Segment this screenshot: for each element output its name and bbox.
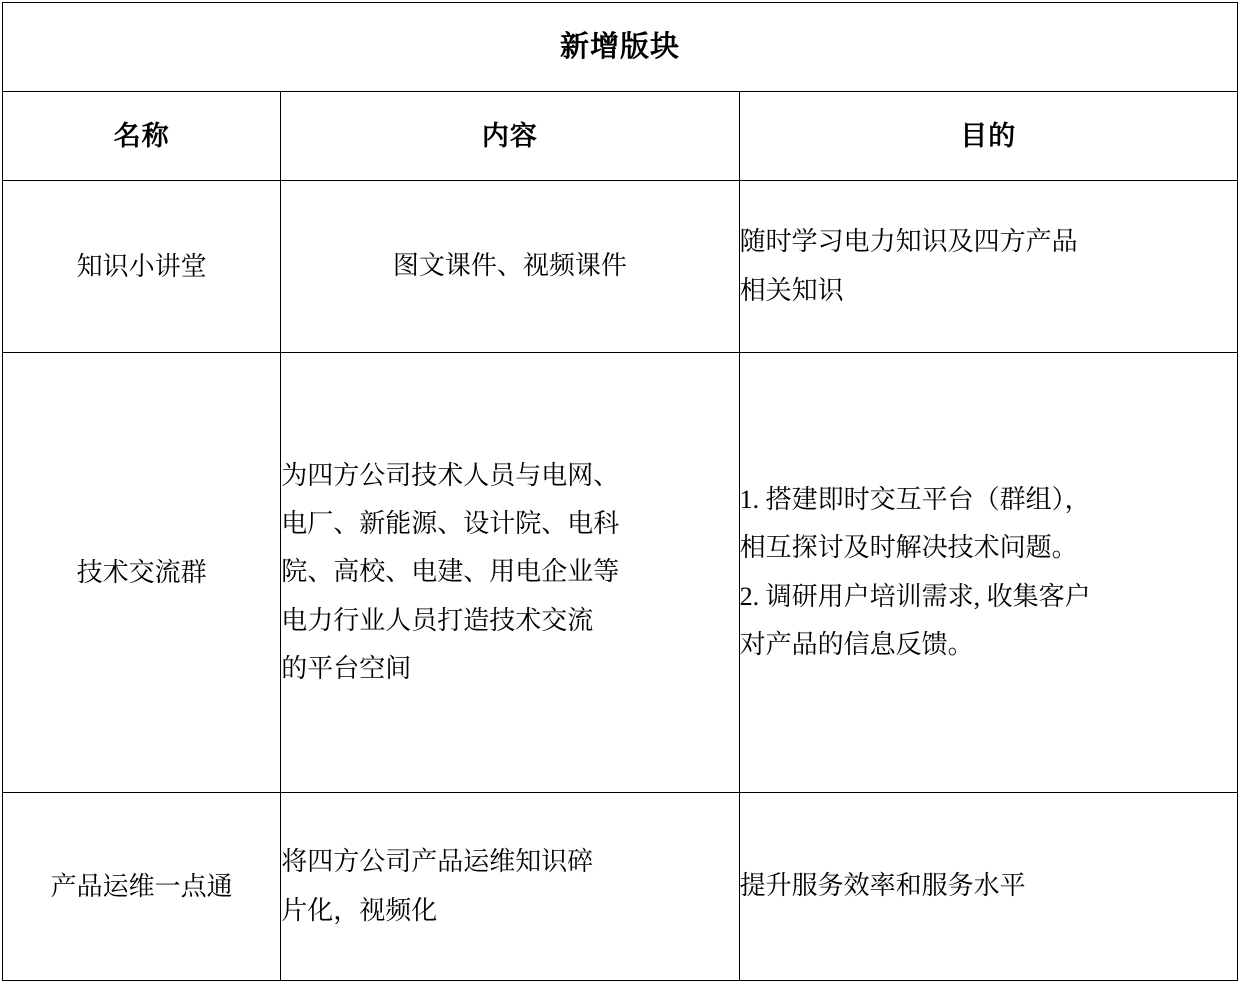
purpose-line: 提升服务效率和服务水平 [739, 871, 1026, 901]
purpose-line: 2. 调研用户培训需求, 收集客户 [739, 581, 1091, 611]
table-header-row [3, 92, 1238, 181]
row-content [281, 181, 739, 353]
document-page [0, 2, 1240, 983]
row-content [281, 793, 739, 981]
content-line: 电力行业人员打造技术交流 [281, 605, 594, 635]
content-line: 院、高校、电建、用电企业等 [281, 557, 620, 587]
row-name: 知识小讲堂 [3, 181, 281, 353]
row-purpose [739, 793, 1237, 981]
purpose-line: 相关知识 [739, 275, 844, 305]
table-row [3, 793, 1238, 981]
content-line: 图文课件、视频课件 [392, 251, 627, 281]
new-sections-table [2, 2, 1238, 981]
row-name: 产品运维一点通 [3, 793, 281, 981]
content-line: 片化，视频化 [281, 895, 438, 925]
content-line: 的平台空间 [281, 653, 412, 683]
table-caption-row [3, 3, 1238, 92]
row-purpose [739, 181, 1237, 353]
purpose-line: 随时学习电力知识及四方产品 [739, 227, 1078, 257]
table-row [3, 353, 1238, 793]
purpose-line: 1. 搭建即时交互平台（群组）， [739, 485, 1091, 515]
table-caption: 新增版块 [3, 3, 1238, 92]
row-name: 技术交流群 [3, 353, 281, 793]
purpose-line: 对产品的信息反馈。 [739, 629, 974, 659]
column-header-purpose: 目的 [739, 92, 1237, 181]
column-header-content: 内容 [281, 92, 739, 181]
content-line: 将四方公司产品运维知识碎 [281, 847, 594, 877]
row-purpose [739, 353, 1237, 793]
content-line: 为四方公司技术人员与电网、 [281, 461, 620, 491]
content-line: 电厂、新能源、设计院、电科 [281, 509, 620, 539]
purpose-line: 相互探讨及时解决技术问题。 [739, 533, 1078, 563]
column-header-name: 名称 [3, 92, 281, 181]
table-row [3, 181, 1238, 353]
row-content [281, 353, 739, 793]
